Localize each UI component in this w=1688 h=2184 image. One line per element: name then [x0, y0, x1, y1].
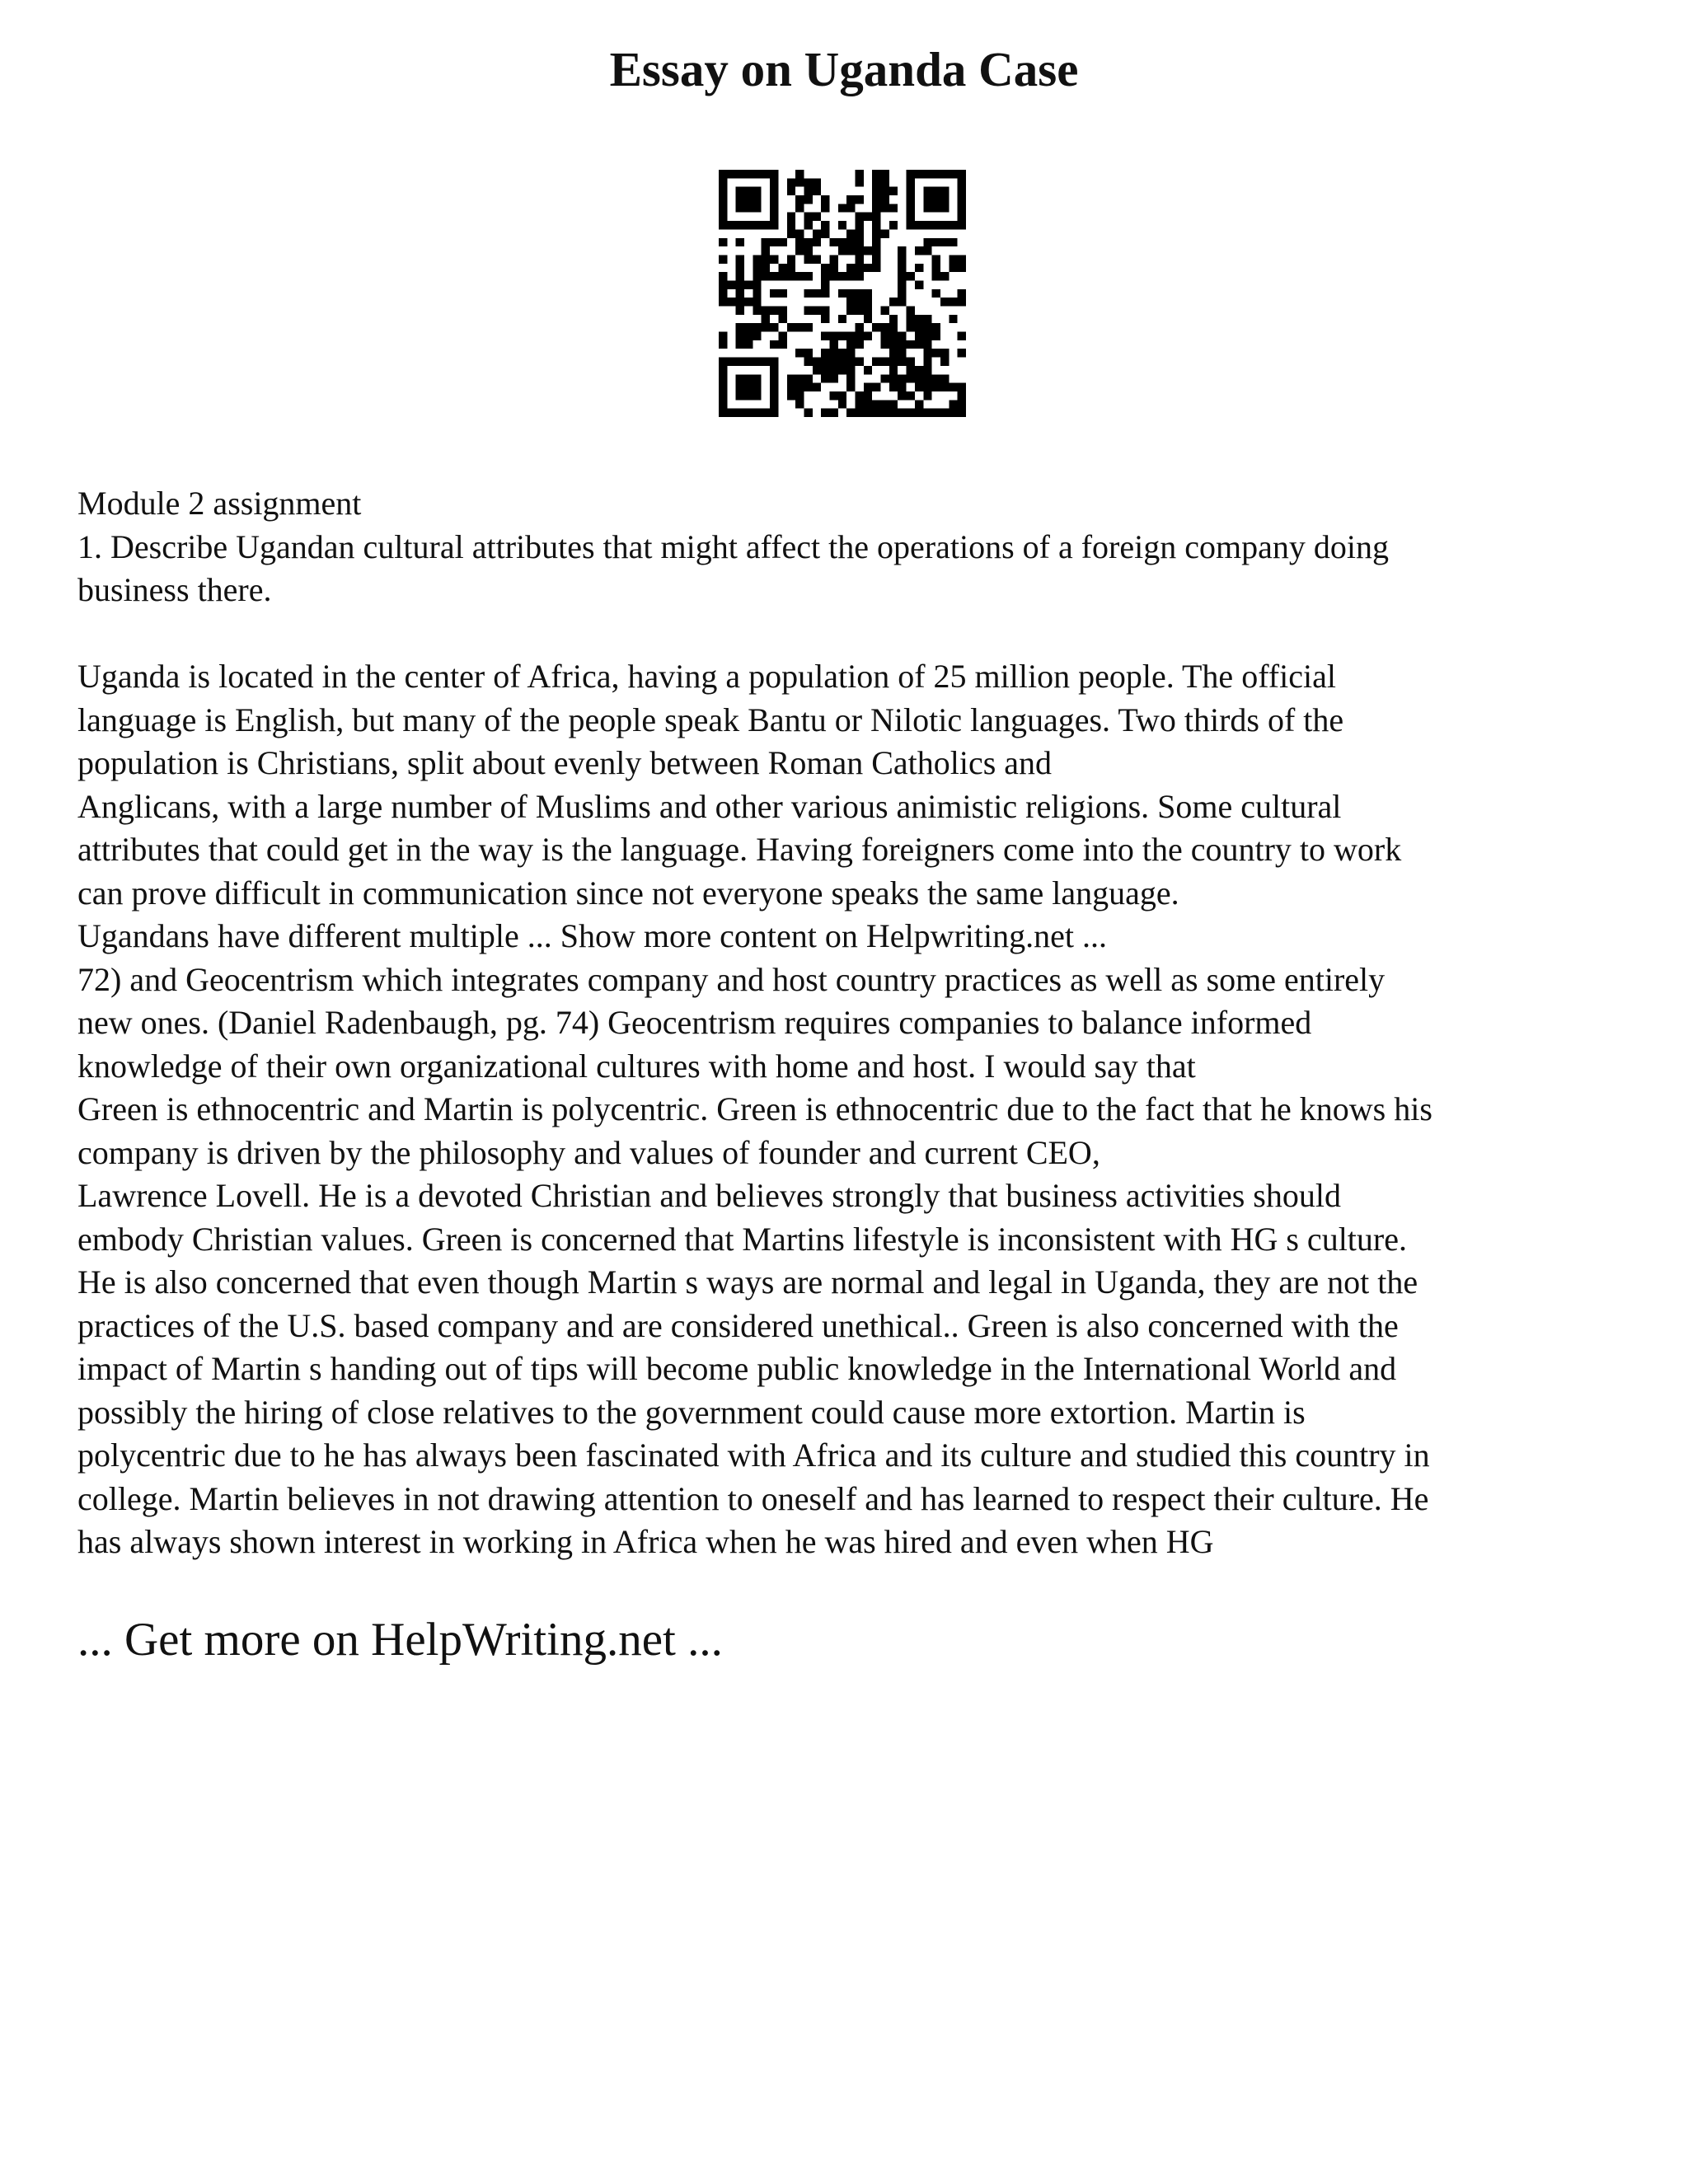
body-line: language is English, but many of the people speak Bantu or Nilotic languages. Two thirds of the — [77, 701, 1344, 738]
body-line: Lawrence Lovell. He is a devoted Christian and believes strongly that business activities should — [77, 1177, 1341, 1214]
body-line: Anglicans, with a large number of Muslims and other various animistic religions. Some cultural — [77, 787, 1342, 825]
body-line: Uganda is located in the center of Africa, having a population of 25 million people. The official — [77, 658, 1336, 695]
body-line: attributes that could get in the way is the language. Having foreigners come into the country to work — [77, 831, 1402, 868]
body-line: Ugandans have different multiple ... Show more content on Helpwriting.net ... — [77, 917, 1107, 954]
page-title: Essay on Uganda Case — [609, 42, 1079, 96]
body-line: possibly the hiring of close relatives to the government could cause more extortion. Martin is — [77, 1393, 1306, 1431]
body-line: new ones. (Daniel Radenbaugh, pg. 74) Geocentrism requires companies to balance informed — [77, 1004, 1312, 1041]
body-line: polycentric due to he has always been fascinated with Africa and its culture and studied this country in — [77, 1436, 1430, 1474]
body-line: company is driven by the philosophy and values of founder and current CEO, — [77, 1133, 1100, 1171]
body-line: can prove difficult in communication since not everyone speaks the same language. — [77, 874, 1179, 912]
body-line: knowledge of their own organizational cultures with home and host. I would say that — [77, 1047, 1196, 1085]
body-line: impact of Martin s handing out of tips will become public knowledge in the International World and — [77, 1350, 1397, 1387]
body-line: Module 2 assignment — [77, 485, 362, 522]
body-line: practices of the U.S. based company and are considered unethical.. Green is also concerned with the — [77, 1306, 1399, 1344]
body-line: Green is ethnocentric and Martin is polycentric. Green is ethnocentric due to the fact that he knows his — [77, 1090, 1432, 1127]
body-line: population is Christians, split about evenly between Roman Catholics and — [77, 744, 1053, 781]
body-line: embody Christian values. Green is concerned that Martins lifestyle is inconsistent with HG s culture. — [77, 1220, 1407, 1258]
body-line: college. Martin believes in not drawing attention to oneself and has learned to respect their culture. He — [77, 1479, 1429, 1517]
body-line: 72) and Geocentrism which integrates company and host country practices as well as some entirely — [77, 960, 1386, 998]
body-line: He is also concerned that even though Martin s ways are normal and legal in Uganda, they are not the — [77, 1263, 1418, 1301]
qr-code-icon — [719, 170, 966, 417]
paragraph-gap — [77, 612, 1643, 656]
body-line: 1. Describe Ugandan cultural attributes that might affect the operations of a foreign company doing — [77, 527, 1389, 565]
body-line: business there. — [77, 571, 272, 608]
body-line: has always shown interest in working in Africa when he was hired and even when HG — [77, 1523, 1214, 1560]
essay-body — [77, 482, 1643, 1564]
get-more-link[interactable]: ... Get more on HelpWriting.net ... — [77, 1614, 723, 1666]
